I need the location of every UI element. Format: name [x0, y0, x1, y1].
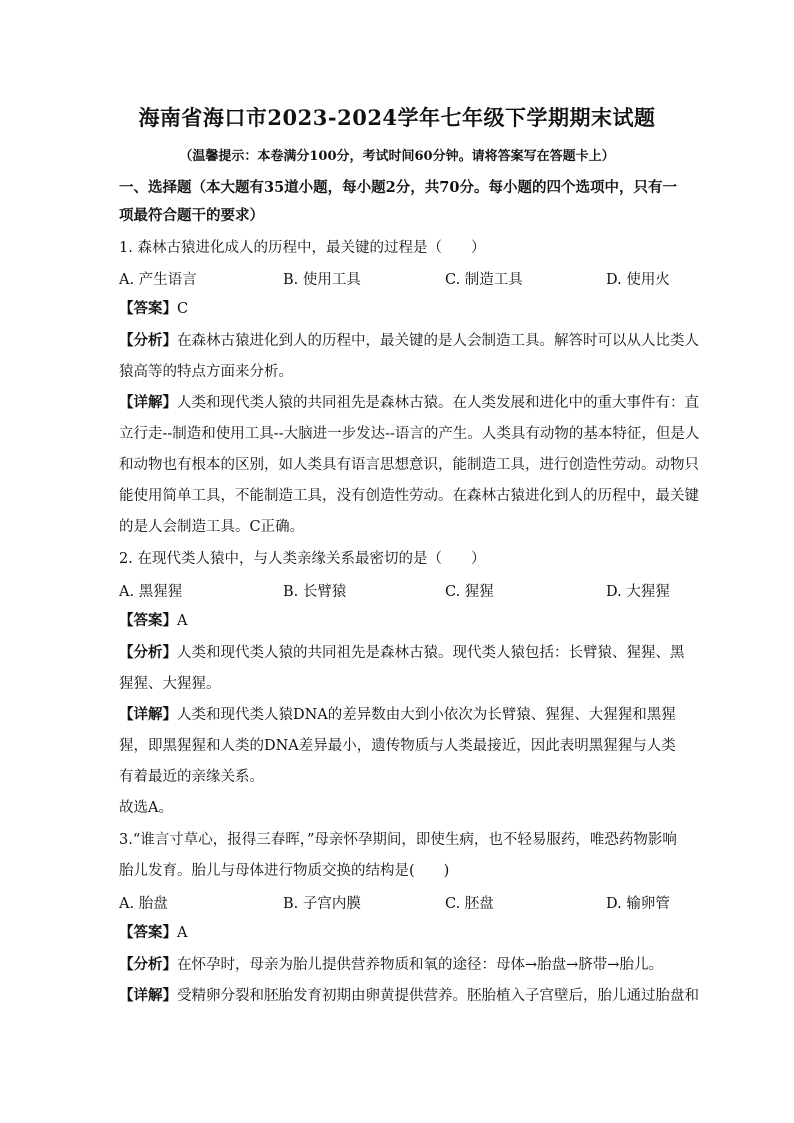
q3-answer [119, 923, 679, 943]
q1-detail-line-4: 能使用简单工具，不能制造工具，没有创造性劳动。在森林古猿进化到人的历程中，最关键 [119, 488, 699, 504]
analysis-tag: 【分析】 [119, 956, 177, 973]
answer-tag: 【答案】 [119, 924, 177, 941]
analysis-tag: 【分析】 [119, 644, 177, 661]
detail-text: 人类和现代类人猿的共同祖先是森林古猿。在人类发展和进化中的重大事件有：直 [177, 395, 699, 411]
q3-stem-line-1: 3.“谁言寸草心，报得三春晖，”母亲怀孕期间，即使生病，也不轻易服药，唯恐药物影响 [119, 832, 677, 848]
q1-option-b: B. 使用工具 [283, 272, 361, 288]
answer-value: A [177, 925, 188, 941]
analysis-text: 人类和现代类人猿的共同祖先是森林古猿。现代类人猿包括：长臂猿、猩猩、黑 [177, 645, 685, 661]
q2-analysis-line-2: 猩猩、大猩猩。 [119, 676, 221, 692]
exam-tip: （温馨提示：本卷满分100分，考试时间60分钟。请将答案写在答题卡上） [179, 149, 615, 164]
q3-option-c: C. 胚盘 [445, 896, 494, 912]
q1-detail-line-5: 的是人会制造工具。C正确。 [119, 519, 305, 535]
analysis-tag: 【分析】 [119, 332, 177, 349]
q1-detail-line-3: 和动物也有根本的区别，如人类具有语言思想意识，能制造工具，进行创造性劳动。动物只 [119, 457, 699, 473]
q1-analysis-line-1 [119, 331, 699, 351]
q2-option-a: A. 黑猩猩 [119, 584, 183, 600]
q3-stem-line-2: 胎儿发育。胎儿与母体进行物质交换的结构是( ) [119, 863, 450, 879]
q1-answer [119, 299, 679, 319]
answer-tag: 【答案】 [119, 612, 177, 629]
q1-option-d: D. 使用火 [606, 272, 670, 288]
q1-stem: 1. 森林古猿进化成人的历程中，最关键的过程是（ ） [119, 240, 486, 256]
q3-option-d: D. 输卵管 [606, 896, 670, 912]
q1-option-c: C. 制造工具 [445, 272, 523, 288]
q2-detail-line-4: 故选A。 [119, 800, 173, 816]
q2-option-b: B. 长臂猿 [283, 584, 347, 600]
q2-analysis-line-1 [119, 643, 685, 663]
detail-tag: 【详解】 [119, 706, 177, 723]
q2-detail-line-3: 有着最近的亲缘关系。 [119, 769, 264, 785]
analysis-text: 在怀孕时，母亲为胎儿提供营养物质和氧的途径：母体→胎盘→脐带→胎儿。 [177, 957, 663, 973]
q1-analysis-line-2: 猿高等的特点方面来分析。 [119, 364, 293, 380]
answer-value: C [177, 301, 189, 317]
q3-option-a: A. 胎盘 [119, 896, 168, 912]
analysis-text: 在森林古猿进化到人的历程中，最关键的是人会制造工具。解答时可以从人比类人 [177, 333, 699, 349]
q2-stem: 2. 在现代类人猿中，与人类亲缘关系最密切的是（ ） [119, 551, 486, 567]
q1-detail-line-2: 立行走--制造和使用工具--大脑进一步发达--语言的产生。人类具有动物的基本特征，但是人 [119, 426, 700, 442]
detail-text: 受精卵分裂和胚胎发育初期由卵黄提供营养。胚胎植入子宫壁后，胎儿通过胎盘和 [177, 988, 699, 1004]
q3-detail-line-1 [119, 986, 699, 1006]
answer-tag: 【答案】 [119, 300, 177, 317]
q2-option-d: D. 大猩猩 [606, 584, 670, 600]
q2-detail-line-2: 猩，即黑猩猩和人类的DNA差异最小，遗传物质与人类最接近，因此表明黑猩猩与人类 [119, 738, 676, 754]
detail-tag: 【详解】 [119, 987, 177, 1004]
q3-option-b: B. 子宫内膜 [283, 896, 361, 912]
answer-value: A [177, 613, 188, 629]
q1-option-a: A. 产生语言 [119, 272, 197, 288]
section-heading-line-2: 项最符合题干的要求） [119, 207, 264, 224]
detail-text: 人类和现代类人猿DNA的差异数由大到小依次为长臂猿、猩猩、大猩猩和黑猩 [177, 707, 676, 723]
q1-detail-line-1 [119, 393, 699, 413]
section-heading-line-1: 一、选择题（本大题有35道小题，每小题2分，共70分。每小题的四个选项中，只有一 [119, 179, 677, 196]
q3-analysis-line-1 [119, 955, 679, 975]
q2-option-c: C. 猩猩 [445, 584, 494, 600]
q2-answer [119, 611, 679, 631]
q2-detail-line-1 [119, 705, 679, 725]
exam-title: 海南省海口市2023-2024学年七年级下学期期末试题 [138, 105, 656, 130]
detail-tag: 【详解】 [119, 394, 177, 411]
